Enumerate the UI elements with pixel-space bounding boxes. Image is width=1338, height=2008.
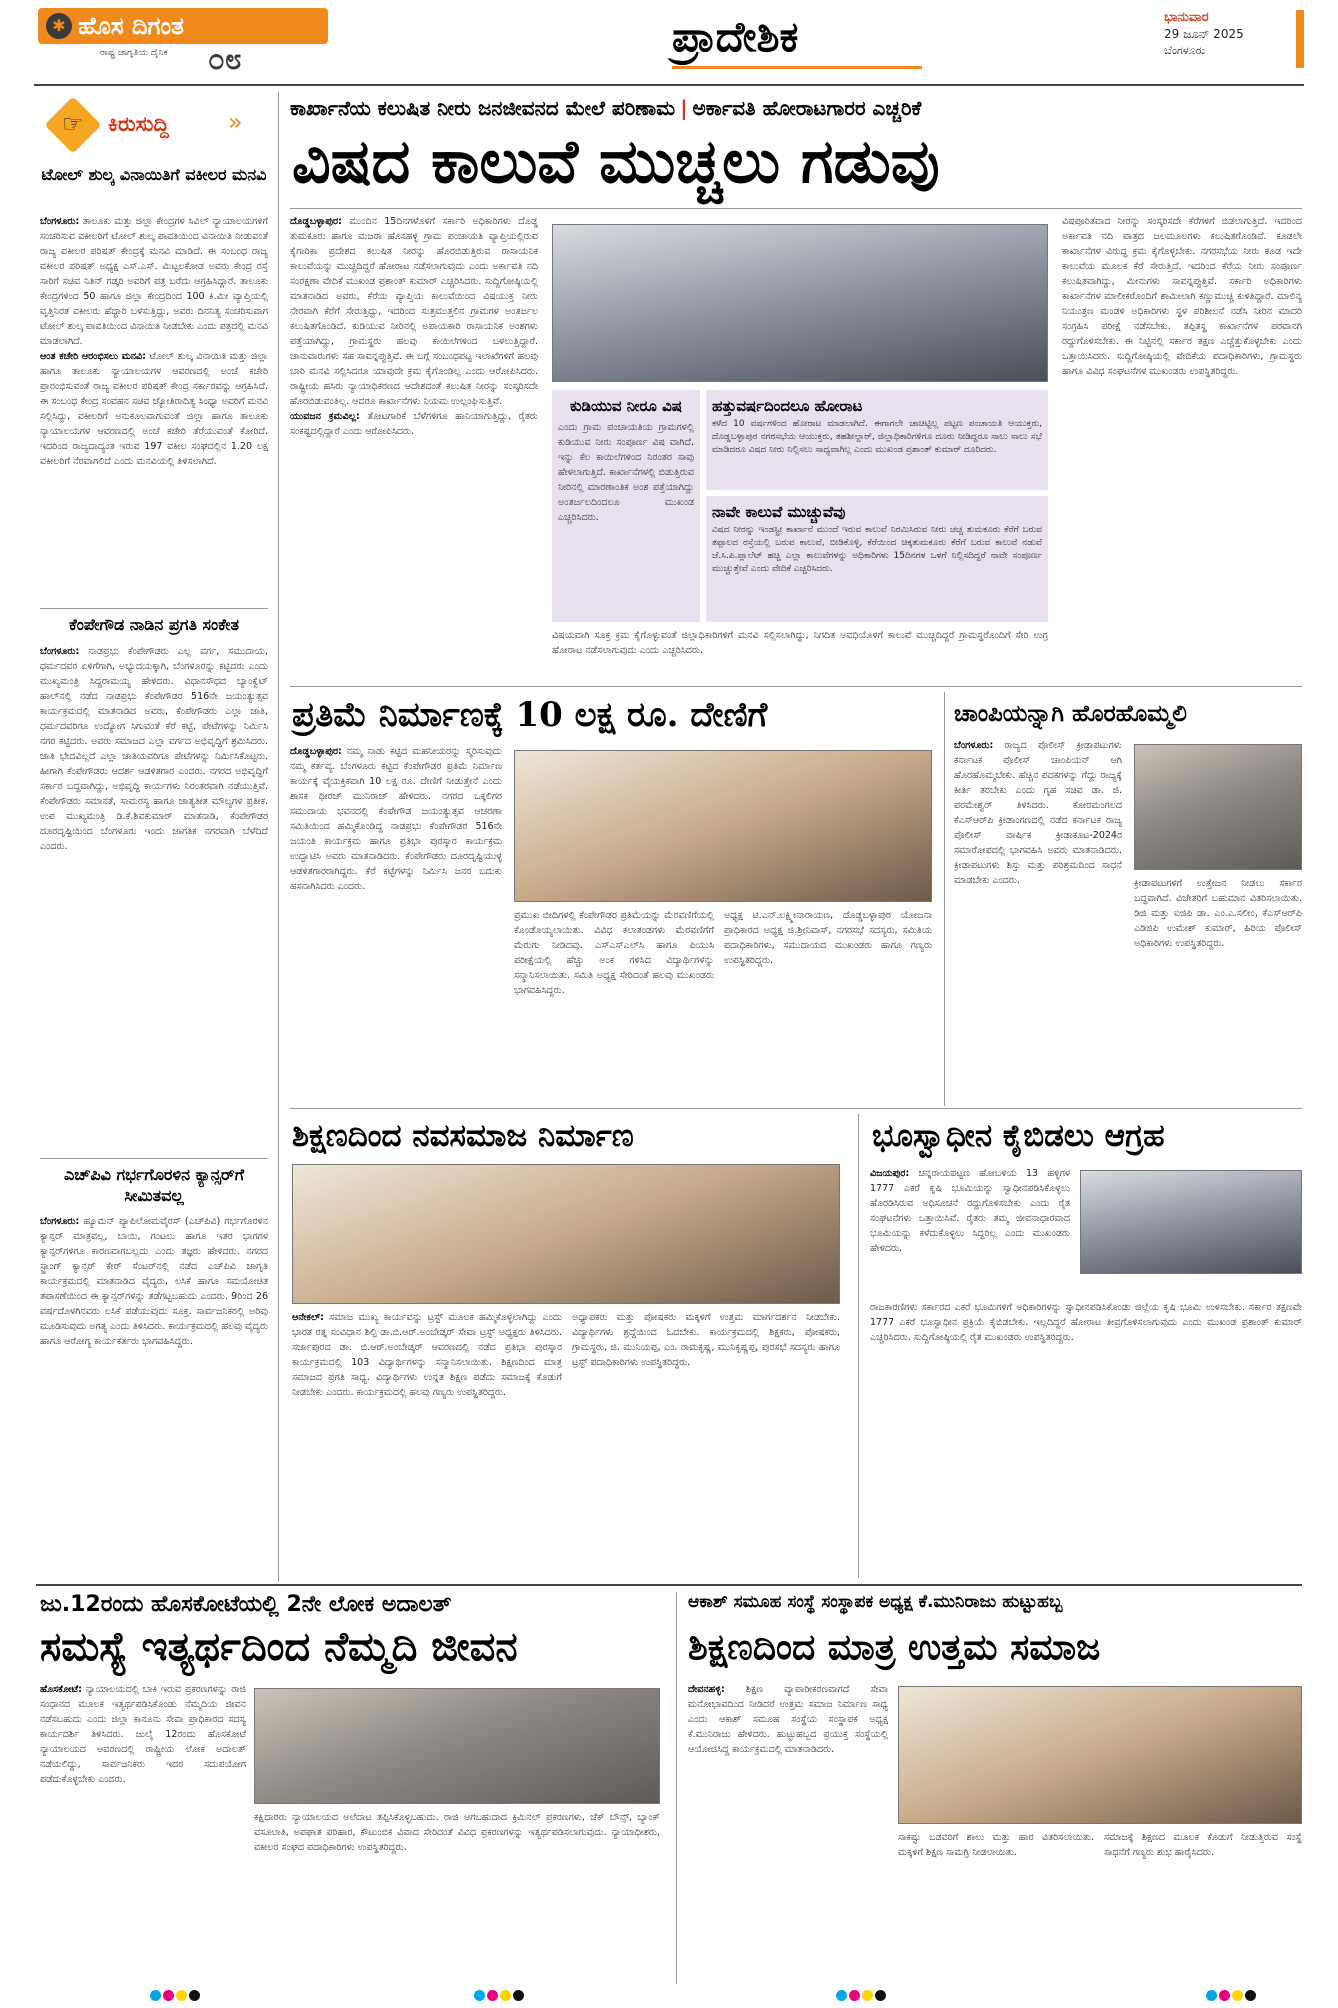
- brand-logo: [38, 8, 328, 78]
- brief2-body: ಬೆಂಗಳೂರು: ನಾಡಪ್ರಭು ಕೆಂಪೇಗೌಡರು ಎಲ್ಲ ವರ್ಗ, ಸಮುದಾಯ, ಧರ್ಮದವರ ಏಳಿಗೆಗಾಗಿ, ಅಭ್ಯುದಯಕ್ಕಾಗಿ, ಬೆಂಗಳೂರನ್ನು ಕಟ್ಟಿದರು ಎಂದು ಮುಖ್ಯಮಂತ್ರಿ ಸಿದ್ದರಾಮಯ್ಯ ಹೇಳಿದರು. ವಿಧಾನಸೌಧದ ಬ್ಯಾಂಕ್ವೆಟ್ ಹಾಲ್‌ನಲ್ಲಿ ನಡೆದ ನಾಡಪ್ರಭು ಕೆಂಪೇಗೌಡರ 516ನೇ ಜಯಂತ್ಯುತ್ಸವ ಕಾರ್ಯಕ್ರಮದಲ್ಲಿ ಮಾತನಾಡಿದ ಅವರು, ಕೆಂಪೇಗೌಡರು ಎಲ್ಲಾ ಜಾತಿ, ಧರ್ಮದವರಿಗೂ ಉದ್ಯೋಗ ಸಿಗುವಂತೆ ಕೆರೆ ಕಟ್ಟೆ, ಪೇಟೆಗಳನ್ನು ನಿರ್ಮಿಸಿ ನಗರ ಕಟ್ಟಿದರು. ಅವರು ಸಮಾಜದ ಎಲ್ಲಾ ವರ್ಗದ ಅಭಿವೃದ್ಧಿಗೆ ಶ್ರಮಿಸಿದರು. ಜಾತಿ ಭೇದವಿಲ್ಲದೆ ಎಲ್ಲಾ ಜಾತಿಯವರಿಗೂ ಪೇಟೆಗಳನ್ನು ನಿರ್ಮಿಸಿಕೊಟ್ಟರು. ಹೀಗಾಗಿ ಕೆಂಪೇಗೌಡರು ಆದರ್ಶ ಆಡಳಿತಗಾರ ಎಂದರು. ನಗರದ ಅಭಿವೃದ್ಧಿಗೆ ಸರ್ಕಾರ ಬದ್ಧವಾಗಿದ್ದು, ಅಭಿವೃದ್ಧಿ ಕಾರ್ಯಗಳು ನಿರಂತರವಾಗಿ ನಡೆಯುತ್ತಿವೆ. ಕೆಂಪೇಗೌಡರು ಸಮಾನತೆ, ಸಾಮರಸ್ಯ ಹಾಗೂ ಜಾತ್ಯತೀತ ಮೌಲ್ಯಗಳ ಪ್ರತೀಕ. ಉಪ ಮುಖ್ಯಮಂತ್ರಿ ಡಿ.ಕೆ.ಶಿವಕುಮಾರ್ ಮಾತನಾಡಿ, ಕೆಂಪೇಗೌಡರ ದೂರದೃಷ್ಟಿಯಿಂದ ಬೆಂಗಳೂರು ಇಂದು ಜಾಗತಿಕ ನಗರವಾಗಿ ಬೆಳೆದಿದೆ ಎಂದರು.: [40, 646, 268, 852]
- briefs-badge: ☞ ಕಿರುಸುದ್ದಿ »: [42, 96, 254, 156]
- lead-box-2: ಹತ್ತುವರ್ಷದಿಂದಲೂ ಹೋರಾಟ ಕಳೆದ 10 ವರ್ಷಗಳಿಂದ ಹೋರಾಟ ಮಾಡಲಾಗಿದೆ. ಈಗಾಗಲೇ ಚಾಚಿಟ್ಟಿಲ್ಲ ಪಟ್ಟಣ ಪಂಚಾಯತಿ ಆಯುಕ್ತರು, ದೊಡ್ಡಬಳ್ಳಾಪುರ ನಗರಸಭೆಯ ಆಯುಕ್ತರು, ತಹಶೀಲ್ದಾರ್, ಜಿಲ್ಲಾಧಿಕಾರಿಗಳಿಗೂ ದೂರು ನೀಡಿದ್ದರೂ ಸಾಲು ಸಾಲು ಸಭೆ ಮಾಡಿದರೂ ವಿಷದ ನೀರು ನಿಲ್ಲಿಸಲು ಸಾಧ್ಯವಾಗಿಲ್ಲ ಎಂದು ಮುಖಂಡ ಪ್ರಶಾಂತ್ ಕುಮಾರ್ ದೂರಿದರು.: [706, 390, 1048, 490]
- registration-dot: [176, 1990, 187, 2001]
- brief3-body: ಬೆಂಗಳೂರು: ಹ್ಯೂಮನ್ ಪ್ಯಾಪಿಲೋಮವೈರಸ್ (ಎಚ್‌ಪಿವಿ) ಗರ್ಭಗೊರಳಿನ ಕ್ಯಾನ್ಸರ್ ಮಾತ್ರವಲ್ಲ, ಬಾಯಿ, ಗಂಟಲು ಹಾಗೂ ಇತರ ಭಾಗಗಳ ಕ್ಯಾನ್ಸರ್‌ಗಳಿಗೂ ಕಾರಣವಾಗಬಲ್ಲದು ಎಂದು ತಜ್ಞರು ಹೇಳಿದರು. ನಗರದ ಸ್ಟ್ರಾಂಗ್ ಕ್ಯಾನ್ಸರ್ ಕೇರ್ ಸೆಂಟರ್‌ನಲ್ಲಿ ನಡೆದ ಎಚ್‌ಪಿವಿ ಜಾಗೃತಿ ಕಾರ್ಯಕ್ರಮದಲ್ಲಿ ಮಾತನಾಡಿದ ವೈದ್ಯರು, ಲಸಿಕೆ ಹಾಗೂ ಸಮಯೋಚಿತ ತಪಾಸಣೆಯಿಂದ ಈ ಕ್ಯಾನ್ಸರ್‌ಗಳನ್ನು ತಡೆಗಟ್ಟಬಹುದು ಎಂದರು. 9ರಿಂದ 26 ವರ್ಷದೊಳಗಿನವರು ಲಸಿಕೆ ಪಡೆಯುವುದು ಸೂಕ್ತ. ಸಾರ್ವಜನಿಕರಲ್ಲಿ ಅರಿವು ಮೂಡಿಸುವುದು ಅಗತ್ಯ ಎಂದು ತಿಳಿಸಿದರು. ಕಾರ್ಯಕ್ರಮದಲ್ಲಿ ಹಲವು ವೈದ್ಯರು ಹಾಗೂ ಆರೋಗ್ಯ ಕಾರ್ಯಕರ್ತರು ಭಾಗವಹಿಸಿದ್ದರು.: [40, 1216, 268, 1347]
- story7-col3: ಸಮಾಜಕ್ಕೆ ಶಿಕ್ಷಣದ ಮೂಲಕ ಕೊಡುಗೆ ನೀಡುತ್ತಿರುವ ಸಂಸ್ಥೆ ಸಾಧನೆಗೆ ಗಣ್ಯರು ಶುಭ ಹಾರೈಸಿದರು.: [1104, 1832, 1302, 1858]
- registration-dot: [474, 1990, 485, 2001]
- lead-box-3: ನಾವೇ ಕಾಲುವೆ ಮುಚ್ಚುವೆವು ವಿಷದ ನೀರನ್ನು ಇಂಡಸ್ಟ್ರೀ ಕಾರ್ಖಾನೆ ಮುಂದೆ ಇರುವ ಕಾಲುವೆ ನಿರಮಿಸಿರುವ ನೀರು ಚಚ್ಚ ತುಮಕೂರು ಕೆರೆಗೆ ಬರುವ ತಪ್ಪಾಲದ ರಸ್ತೆಯಲ್ಲಿ ಬರುವ ಕಾಲುವೆ, ಬೀಡಿಕೊಳ್ಳಿ, ಕೆರೆಯಿಂದ ಚಿಕ್ಕತುಮಕೂರು ಕೆರೆಗೆ ಬರುವ ಕಾಲುವೆ ನಡುವೆ ಜೆ.ಸಿ.ಪಿ.ಪ್ಲಾಲೆಟ್ ಹಚ್ಚಿ ಎಲ್ಲಾ ಕಾಲುವೆಗಳನ್ನು ಅಧಿಕಾರಿಗಳು 15ದಿನಗಳ ಒಳಗೆ ನಿಲ್ಲಿಸದಿದ್ದರೆ ನಾವೇ ಸಂಪೂರ್ಣ ಮುಚ್ಚುತ್ತೇವೆ ಎಂದು ವೇದಿಕೆ ಎಚ್ಚರಿಸಿದರು.: [706, 496, 1048, 622]
- story4-col2: ಅಧ್ಯಾಪಕರು ಮತ್ತು ಪೋಷಕರು ಮಕ್ಕಳಿಗೆ ಉತ್ತಮ ಮಾರ್ಗದರ್ಶನ ನೀಡಬೇಕು. ವಿದ್ಯಾರ್ಥಿಗಳು ಶ್ರದ್ಧೆಯಿಂದ ಓದಬೇಕು. ಕಾರ್ಯಕ್ರಮದಲ್ಲಿ ಶಿಕ್ಷಕರು, ಪೋಷಕರು, ಗ್ರಾಮಸ್ಥರು, ಜಿ. ಮುನಿಯಪ್ಪ, ಎಂ. ರಾಮಕೃಷ್ಣ, ಮುನಿಕೃಷ್ಣಪ್ಪ, ಪುರಸಭೆ ಸದಸ್ಯರು ಹಾಗೂ ಟ್ರಸ್ಟ್ ಪದಾಧಿಕಾರಿಗಳು ಉಪಸ್ಥಿತರಿದ್ದರು.: [572, 1312, 840, 1368]
- story5-col1: ವಿಜಯಪುರ: ಚನ್ನರಾಯಪಟ್ಟಣ ಹೋಬಳಿಯ 13 ಹಳ್ಳಿಗಳ 1777 ಎಕರೆ ಕೃಷಿ ಭೂಮಿಯನ್ನು ಸ್ವಾಧೀನಪಡಿಸಿಕೊಳ್ಳಲು ಹೊರಡಿಸಿರುವ ಅಧಿಸೂಚನೆ ರದ್ದುಗೊಳಿಸಬೇಕು ಎಂದು ರೈತ ಸಂಘಟನೆಗಳು ಒತ್ತಾಯಿಸಿವೆ. ರೈತರು ತಮ್ಮ ಜೀವನಾಧಾರವಾದ ಭೂಮಿಯನ್ನು ಕಳೆದುಕೊಳ್ಳಲು ಸಿದ್ಧರಿಲ್ಲ ಎಂದು ಮುಖಂಡರು ಹೇಳಿದರು.: [870, 1168, 1070, 1254]
- story5-col2: ರಾಜಕಾರಣಿಗಳು ಸರ್ಕಾರದ ಎಕರೆ ಭೂಮಿಗಳಿಗೆ ಅಧಿಕಾರಿಗಳನ್ನು ಸ್ವಾಧೀನಪಡಿಸಿಕೊಂಡು ಜಿಲ್ಲೆಯ ಕೃಷಿ ಭೂಮಿ ಉಳಿಸಬೇಕು. ಸರ್ಕಾರ ತಕ್ಷಣವೇ 1777 ಎಕರೆ ಭೂಸ್ವಾಧೀನ ಪ್ರಕ್ರಿಯೆ ಕೈಬಿಡಬೇಕು. ಇಲ್ಲದಿದ್ದರೆ ಹೋರಾಟ ತೀವ್ರಗೊಳಿಸಲಾಗುವುದು ಎಂದು ಮುಖಂಡ ಪ್ರಶಾಂತ್ ಕುಮಾರ್ ಎಚ್ಚರಿಸಿದರು. ಸುದ್ದಿಗೋಷ್ಠಿಯಲ್ಲಿ ರೈತ ಮುಖಂಡರು ಉಪಸ್ಥಿತರಿದ್ದರು.: [870, 1302, 1302, 1343]
- city-label: ಬೆಂಗಳೂರು: [1164, 44, 1206, 57]
- print-registration-marks: [0, 1990, 1338, 2004]
- registration-dot: [1206, 1990, 1217, 2001]
- story6-headline: ಸಮಸ್ಯೆ ಇತ್ಯರ್ಥದಿಂದ ನೆಮ್ಮದಿ ಜೀವನ: [40, 1623, 518, 1670]
- story4-photo: [292, 1164, 840, 1304]
- registration-dot: [836, 1990, 847, 2001]
- story3-photo: [1134, 744, 1302, 870]
- registration-dot: [1219, 1990, 1230, 2001]
- lead-col2-tail: ವಿಷಯವಾಗಿ ಸೂಕ್ತ ಕ್ರಮ ಕೈಗೊಳ್ಳುವಂತೆ ಜಿಲ್ಲಾಧಿಕಾರಿಗಳಿಗೆ ಮನವಿ ಸಲ್ಲಿಸಲಾಗಿದ್ದು, ನಿಗದಿತ ಅವಧಿಯೊಳಗೆ ಕಾಲುವೆ ಮುಚ್ಚದಿದ್ದರೆ ಗ್ರಾಮಸ್ಥರೊಂದಿಗೆ ಸೇರಿ ಉಗ್ರ ಹೋರಾಟ ನಡೆಸಲಾಗುವುದು ಎಂದು ಎಚ್ಚರಿಸಿದರು.: [552, 630, 1048, 656]
- story3-headline: ಚಾಂಪಿಯನ್ನಾಗಿ ಹೊರಹೊಮ್ಮಲಿ: [954, 700, 1187, 727]
- story7-col1: ದೇವನಹಳ್ಳಿ: ಶಿಕ್ಷಣ ವ್ಯಾಪಾರೀಕರಣವಾಗದೆ ಸೇವಾ ಮನೋಭಾವದಿಂದ ನೀಡಿದರೆ ಉತ್ತಮ ಸಮಾಜ ನಿರ್ಮಾಣ ಸಾಧ್ಯ ಎಂದು ಆಕಾಶ್ ಸಮೂಹ ಸಂಸ್ಥೆಯ ಸಂಸ್ಥಾಪಕ ಅಧ್ಯಕ್ಷ ಕೆ.ಮುನಿರಾಜು ಹೇಳಿದರು. ಹುಟ್ಟುಹಬ್ಬದ ಪ್ರಯುಕ್ತ ಸಂಸ್ಥೆಯಲ್ಲಿ ಆಯೋಜಿಸಿದ್ದ ಕಾರ್ಯಕ್ರಮದಲ್ಲಿ ಮಾತನಾಡಿದರು.: [688, 1684, 888, 1755]
- registration-dot: [487, 1990, 498, 2001]
- day-label: ಭಾನುವಾರ: [1164, 10, 1209, 25]
- brand-tagline: ರಾಷ್ಟ್ರ ಜಾಗೃತಿಯ ದೈನಿಕ: [100, 48, 168, 58]
- lead-col3: ವಿಷಪೂರಿತವಾದ ನೀರನ್ನು ಸಂಸ್ಕರಿಸದೇ ಕೆರೆಗಳಿಗೆ ಬಿಡಲಾಗುತ್ತಿದೆ. ಇದರಿಂದ ಅರ್ಕಾವತಿ ನದಿ ಪಾತ್ರದ ಜಲಮೂಲಗಳು ಕಲುಷಿತಗೊಂಡಿವೆ. ಕೂಡಲೇ ಕಾರ್ಖಾನೆಗಳ ವಿರುದ್ಧ ಕ್ರಮ ಕೈಗೊಳ್ಳಬೇಕು. ನಗರಸಭೆಯ ನೀರು ಕೂಡ ಇದೇ ಕಾಲುವೆಯ ಮೂಲಕ ಕೆರೆ ಸೇರುತ್ತಿದೆ. ಇದರಿಂದ ಕೆರೆಯ ನೀರು ಸಂಪೂರ್ಣ ಕಲುಷಿತವಾಗಿದ್ದು, ಮೀನುಗಳು ಸಾವನ್ನಪ್ಪುತ್ತಿವೆ. ಸರ್ಕಾರಿ ಅಧಿಕಾರಿಗಳು ಕಾರ್ಖಾನೆಗಳ ಮಾಲೀಕರೊಂದಿಗೆ ಶಾಮೀಲಾಗಿ ಕಣ್ಣುಮುಚ್ಚಿ ಕುಳಿತಿದ್ದಾರೆ. ಮಾಲಿನ್ಯ ನಿಯಂತ್ರಣ ಮಂಡಳಿ ಅಧಿಕಾರಿಗಳು ಸ್ಥಳ ಪರಿಶೀಲನೆ ನಡೆಸಿ ನೀರಿನ ಮಾದರಿ ಸಂಗ್ರಹಿಸಿ ಪರೀಕ್ಷೆ ನಡೆಸಬೇಕು. ತಪ್ಪಿತಸ್ಥ ಕಾರ್ಖಾನೆಗಳ ಪರವಾನಗಿ ರದ್ದುಗೊಳಿಸಬೇಕು. ಈ ನಿಟ್ಟಿನಲ್ಲಿ ಸರ್ಕಾರ ತಕ್ಷಣ ಎಚ್ಚೆತ್ತುಕೊಳ್ಳಬೇಕು ಎಂದು ಒತ್ತಾಯಿಸಿದರು. ಸುದ್ದಿಗೋಷ್ಠಿಯಲ್ಲಿ ವೇದಿಕೆಯ ಪದಾಧಿಕಾರಿಗಳು, ಗ್ರಾಮಸ್ಥರು ಹಾಗೂ ವಿವಿಧ ಸಂಘಟನೆಗಳ ಮುಖಂಡರು ಉಪಸ್ಥಿತರಿದ್ದರು.: [1062, 216, 1302, 377]
- brief1-body: ಬೆಂಗಳೂರು: ತಾಲೂಕು ಮತ್ತು ಜಿಲ್ಲಾ ಕೇಂದ್ರಗಳ ಸಿವಿಲ್ ನ್ಯಾಯಾಲಯಗಳಿಗೆ ಸಂಚರಿಸುವ ವಕೀಲರಿಗೆ ಟೋಲ್ ಶುಲ್ಕ ಪಾವತಿಯಿಂದ ವಿನಾಯಿತಿ ನೀಡುವಂತೆ ರಾಜ್ಯ ವಕೀಲರ ಪರಿಷತ್ ಕೇಂದ್ರಕ್ಕೆ ಮನವಿ ಮಾಡಿದೆ. ಈ ಸಂಬಂಧ ರಾಜ್ಯ ವಕೀಲರ ಪರಿಷತ್ ಅಧ್ಯಕ್ಷ ಎಸ್.ಎಸ್. ಮಿಟ್ಟಲಕೋಡ ಅವರು ಕೇಂದ್ರ ರಸ್ತೆ ಸಾರಿಗೆ ಸಚಿವ ನಿತಿನ್ ಗಡ್ಕರಿ ಅವರಿಗೆ ಪತ್ರ ಬರೆದು ಆಗ್ರಹಿಸಿದ್ದಾರೆ. ತಾಲೂಕು ಕೇಂದ್ರಗಳಿಂದ 50 ಹಾಗೂ ಜಿಲ್ಲಾ ಕೇಂದ್ರದಿಂದ 100 ಕಿ.ಮೀ ವ್ಯಾಪ್ತಿಯಲ್ಲಿ ವೃತ್ತಿನಿರತ ವಕೀಲರು ಹೆದ್ದಾರಿ ಬಳಸುತ್ತಿದ್ದು, ಅವರು ದಿನನಿತ್ಯ ಸಂಚರಿಸುವಾಗ ಟೋಲ್ ಶುಲ್ಕ ಪಾವತಿಯಿಂದ ವಿನಾಯಿತಿ ನೀಡಬೇಕು ಎಂದು ಪತ್ರದಲ್ಲಿ ಮನವಿ ಮಾಡಲಾಗಿದೆ. ಆಂತ ಕಚೇರಿ ಆರಂಭಿಸಲು ಮನವಿ: ಟೋಲ್ ಶುಲ್ಕ ವಿನಾಯಿತಿ ಮತ್ತು ಜಿಲ್ಲಾ ಹಾಗೂ ತಾಲೂಕು ನ್ಯಾಯಾಲಯಗಳ ಆವರಣದಲ್ಲಿ ಅಂಚೆ ಕಚೇರಿ ಪ್ರಾರಂಭಿಸುವಂತೆ ರಾಜ್ಯ ವಕೀಲರ ಪರಿಷತ್ ಕೇಂದ್ರ ಸರ್ಕಾರವನ್ನು ಆಗ್ರಹಿಸಿದೆ. ಈ ಸಂಬಂಧ ಕೇಂದ್ರ ಸಂವಹನ ಸಚಿವ ಜ್ಯೋತಿರಾದಿತ್ಯ ಸಿಂಧ್ಯಾ ಅವರಿಗೆ ಮನವಿ ಸಲ್ಲಿಸಿದ್ದು, ವಕೀಲರಿಗೆ ಅನುಕೂಲವಾಗುವಂತೆ ಜಿಲ್ಲಾ ಹಾಗೂ ತಾಲೂಕು ನ್ಯಾಯಾಲಯಗಳ ಆವರಣದಲ್ಲಿ ಅಂಚೆ ಕಚೇರಿ ತೆರೆಯುವಂತೆ ಕೋರಿದೆ. ಇದರಿಂದ ರಾಜ್ಯದಾದ್ಯಂತ ಇರುವ 197 ವಕೀಲ ಸಂಘದಲ್ಲಿನ 1.20 ಲಕ್ಷ ವಕೀಲರಿಗೆ ನೆರವಾಗಲಿದೆ ಎಂದು ಮನವಿಯಲ್ಲಿ ತಿಳಿಸಲಾಗಿದೆ.: [40, 216, 268, 467]
- lead-box-1: ಕುಡಿಯುವ ನೀರೂ ವಿಷ ಎಂದು ಗ್ರಾಮ ಪಂಚಾಯತಿಯ ಗ್ರಾಮಗಳಲ್ಲಿ ಕುಡಿಯುವ ನೀರು ಸಂಪೂರ್ಣ ವಿಷ ವಾಗಿದೆ. ಇನ್ನು ಕೆಲ ಕಾಯಿಲೆಗಳಿಂದ ನಿರಂತರ ಸಾವು ಹೇಳಲಾಗುತ್ತಿದೆ. ಕಾರ್ಖಾನೆಗಳಲ್ಲಿ ಬಿಡುತ್ತಿರುವ ನೀರಿನಲ್ಲಿ ಮಾರಣಾಂತಿಕ ಅಂಶ ಪತ್ತೆಯಾಗಿದ್ದು ಅಂತರ್ಜಲದಿಂದಲೂ ಮುಖಂಡ ಎಚ್ಚರಿಸಿದರು.: [552, 390, 700, 622]
- story4-col1: ಆನೇಕಲ್: ಸಮಾಜ ಮುಖ್ಯ ಕಾರ್ಯವನ್ನು ಟ್ರಸ್ಟ್ ಮೂಲಕ ಹಮ್ಮಿಕೊಳ್ಳಲಾಗಿದ್ದು ಎಂದು ಭಾರತ ರತ್ನ ಸಂವಿಧಾನ ಶಿಲ್ಪಿ ಡಾ.ಬಿ.ಆರ್.ಅಂಬೇಡ್ಕರ್ ಸೇವಾ ಟ್ರಸ್ಟ್ ಅಧ್ಯಕ್ಷರು ತಿಳಿಸಿದರು. ಸರ್ಜಾಪುರದ ಡಾ. ಬಿ.ಆರ್.ಅಂಬೇಡ್ಕರ್ ಆವರಣದಲ್ಲಿ ನಡೆದ ಪ್ರತಿಭಾ ಪುರಸ್ಕಾರ ಕಾರ್ಯಕ್ರಮದಲ್ಲಿ 103 ವಿದ್ಯಾರ್ಥಿಗಳನ್ನು ಸನ್ಮಾನಿಸಲಾಯಿತು. ಶಿಕ್ಷಣದಿಂದ ಮಾತ್ರ ಸಮಾಜದ ಪ್ರಗತಿ ಸಾಧ್ಯ. ವಿದ್ಯಾರ್ಥಿಗಳು ಉನ್ನತ ಶಿಕ್ಷಣ ಪಡೆದು ಸಮಾಜಕ್ಕೆ ಕೊಡುಗೆ ನೀಡಬೇಕು ಎಂದರು. ಕಾರ್ಯಕ್ರಮದಲ್ಲಿ ಹಲವು ಗಣ್ಯರು ಉಪಸ್ಥಿತರಿದ್ದರು.: [292, 1312, 562, 1398]
- story4-headline: ಶಿಕ್ಷಣದಿಂದ ನವಸಮಾಜ ನಿರ್ಮಾಣ: [292, 1118, 634, 1154]
- registration-dot: [862, 1990, 873, 2001]
- story3-col1: ಬೆಂಗಳೂರು: ರಾಜ್ಯದ ಪೊಲೀಸ್ ಕ್ರೀಡಾಪಟುಗಳು ಕರ್ನಾಟಕ ಪೊಲೀಸ್ ಚಾಂಪಿಯನ್ ಆಗಿ ಹೊರಹೊಮ್ಮಬೇಕು. ಹೆಚ್ಚಿನ ಪದಕಗಳನ್ನು ಗೆದ್ದು ರಾಜ್ಯಕ್ಕೆ ಕೀರ್ತಿ ತರಬೇಕು ಎಂದು ಗೃಹ ಸಚಿವ ಡಾ. ಜಿ. ಪರಮೇಶ್ವರ್ ತಿಳಿಸಿದರು. ಕೋರಮಂಗಲದ ಕೆಎಸ್ಆರ್‌ಪಿ ಕ್ರೀಡಾಂಗಣದಲ್ಲಿ ನಡೆದ ಕರ್ನಾಟಕ ರಾಜ್ಯ ಪೊಲೀಸ್ ವಾರ್ಷಿಕ ಕ್ರೀಡಾಕೂಟ-2024ರ ಸಮಾರೋಪದಲ್ಲಿ ಭಾಗವಹಿಸಿ ಅವರು ಮಾತನಾಡಿದರು. ಕ್ರೀಡಾಪಟುಗಳು ಶಿಸ್ತು ಮತ್ತು ಪರಿಶ್ರಮದಿಂದ ಸಾಧನೆ ಮಾಡಬೇಕು ಎಂದರು.: [954, 740, 1122, 886]
- story2-col3: ಅಧ್ಯಕ್ಷ ಟಿ.ಎನ್.ಲಕ್ಷ್ಮೀನಾರಾಯಣ, ದೊಡ್ಡಬಳ್ಳಾಪುರ ಯೋಜನಾ ಪ್ರಾಧಿಕಾರದ ಅಧ್ಯಕ್ಷ ಜಿ.ಶ್ರೀನಿವಾಸ್, ನಗರಸಭೆ ಸದಸ್ಯರು, ಸಮಿತಿಯ ಪದಾಧಿಕಾರಿಗಳು, ಸಮುದಾಯದ ಮುಖಂಡರು ಹಾಗೂ ಗಣ್ಯರು ಉಪಸ್ಥಿತರಿದ್ದರು.: [724, 910, 932, 966]
- date-label: 29 ಜೂನ್ 2025: [1164, 27, 1244, 41]
- briefs-label: ಕಿರುಸುದ್ದಿ: [108, 112, 169, 136]
- story7-col2: ಸಾಕಷ್ಟು ಬಡವರಿಗೆ ಶಾಲು ಮತ್ತು ಹಾರ ವಿತರಿಸಲಾಯಿತು. ಮಕ್ಕಳಿಗೆ ಶಿಕ್ಷಣ ಸಾಮಗ್ರಿ ನೀಡಲಾಯಿತು.: [898, 1832, 1094, 1858]
- story2-col2: ಪ್ರಮುಖ ಬೀದಿಗಳಲ್ಲಿ ಕೆಂಪೇಗೌಡರ ಪ್ರತಿಮೆಯನ್ನು ಮೆರವಣಿಗೆಯಲ್ಲಿ ಕೊಂಡೊಯ್ಯಲಾಯಿತು. ವಿವಿಧ ಕಲಾತಂಡಗಳು ಮೆರವಣಿಗೆಗೆ ಮೆರುಗು ನೀಡಿದವು. ಎಸ್ಎಸ್ಎಲ್‌ಸಿ ಹಾಗೂ ಪಿಯುಸಿ ಪರೀಕ್ಷೆಯಲ್ಲಿ ಹೆಚ್ಚು ಅಂಕ ಗಳಿಸಿದ ವಿದ್ಯಾರ್ಥಿಗಳನ್ನು ಸನ್ಮಾನಿಸಲಾಯಿತು. ಸಮಿತಿ ಅಧ್ಯಕ್ಷ ಸೇರಿದಂತೆ ಹಲವು ಮುಖಂಡರು ಭಾಗವಹಿಸಿದ್ದರು.: [514, 910, 714, 996]
- story7-headline: ಶಿಕ್ಷಣದಿಂದ ಮಾತ್ರ ಉತ್ತಮ ಸಮಾಜ: [688, 1626, 1101, 1668]
- lead-kicker: ಕಾರ್ಖಾನೆಯ ಕಲುಷಿತ ನೀರು ಜನಜೀವನದ ಮೇಲೆ ಪರಿಣಾಮ | ಅರ್ಕಾವತಿ ಹೋರಾಟಗಾರರ ಎಚ್ಚರಿಕೆ: [290, 96, 922, 120]
- story7-photo: [898, 1686, 1302, 1824]
- brief3-title: ಎಚ್‌ಪಿವಿ ಗರ್ಭಗೊರಳಿನ ಕ್ಯಾನ್ಸರ್‌ಗೆ ಸೀಮಿತವಲ್ಲ: [64, 1165, 244, 1205]
- masthead-rule: [34, 84, 1304, 86]
- story6-col2: ಕಕ್ಷಿದಾರರು ನ್ಯಾಯಾಲಯದ ಅಲೆದಾಟ ತಪ್ಪಿಸಿಕೊಳ್ಳಬಹುದು. ರಾಜಿ ಆಗಬಹುದಾದ ಕ್ರಿಮಿನಲ್ ಪ್ರಕರಣಗಳು, ಚೆಕ್ ಬೌನ್ಸ್, ಬ್ಯಾಂಕ್ ವಸೂಲಾತಿ, ಅಪಘಾತ ಪರಿಹಾರ, ಕೌಟುಂಬಿಕ ವಿವಾದ ಸೇರಿದಂತೆ ವಿವಿಧ ಪ್ರಕರಣಗಳನ್ನು ಇತ್ಯರ್ಥಪಡಿಸಲಾಗುವುದು. ನ್ಯಾಯಾಧೀಶರು, ವಕೀಲರ ಸಂಘದ ಪದಾಧಿಕಾರಿಗಳು ಉಪಸ್ಥಿತರಿದ್ದರು.: [254, 1812, 660, 1853]
- lead-photo: [552, 224, 1048, 382]
- briefs-column: [36, 92, 272, 1592]
- story3-col2: ಕ್ರೀಡಾಪಟುಗಳಿಗೆ ಉತ್ತೇಜನ ನೀಡಲು ಸರ್ಕಾರ ಬದ್ಧವಾಗಿದೆ. ವಿಜೇತರಿಗೆ ಬಹುಮಾನ ವಿತರಿಸಲಾಯಿತು. ಡಿಜಿ ಮತ್ತು ಐಜಿಪಿ ಡಾ. ಎಂ.ಎ.ಸಲೀಂ, ಕೆಎಸ್ಆರ್‌ಪಿ ಎಡಿಜಿಪಿ ಉಮೇಶ್ ಕುಮಾರ್, ಹಿರಿಯ ಪೊಲೀಸ್ ಅಧಿಕಾರಿಗಳು ಉಪಸ್ಥಿತರಿದ್ದರು.: [1134, 878, 1302, 949]
- story2-headline: ಪ್ರತಿಮೆ ನಿರ್ಮಾಣಕ್ಕೆ 10 ಲಕ್ಷ ರೂ. ದೇಣಿಗೆ: [292, 695, 768, 735]
- registration-dot: [849, 1990, 860, 2001]
- brief1-title: ಟೋಲ್ ಶುಲ್ಕ ವಿನಾಯಿತಿಗೆ ವಕೀಲರ ಮನವಿ: [41, 165, 267, 184]
- registration-dot: [1245, 1990, 1256, 2001]
- registration-dot: [875, 1990, 886, 2001]
- lamp-icon: ✱: [46, 13, 72, 39]
- story6-kicker: ಜು.12ರಂದು ಹೊಸಕೋಟೆಯಲ್ಲಿ 2ನೇ ಲೋಕ ಅದಾಲತ್: [40, 1592, 452, 1617]
- story5-photo: [1080, 1170, 1302, 1274]
- story6-photo: [254, 1688, 660, 1804]
- registration-dot: [500, 1990, 511, 2001]
- section-title: ಪ್ರಾದೇಶಿಕ: [672, 12, 799, 61]
- story6-col1: ಹೊಸಕೋಟೆ: ನ್ಯಾಯಾಲಯದಲ್ಲಿ ಬಾಕಿ ಇರುವ ಪ್ರಕರಣಗಳನ್ನು ರಾಜಿ ಸಂಧಾನದ ಮೂಲಕ ಇತ್ಯರ್ಥಪಡಿಸಿಕೊಂಡು ನೆಮ್ಮದಿಯ ಜೀವನ ನಡೆಸಬಹುದು ಎಂದು ಜಿಲ್ಲಾ ಕಾನೂನು ಸೇವಾ ಪ್ರಾಧಿಕಾರದ ಸದಸ್ಯ ಕಾರ್ಯದರ್ಶಿ ತಿಳಿಸಿದರು. ಜುಲೈ 12ರಂದು ಹೊಸಕೋಟೆ ನ್ಯಾಯಾಲಯದ ಆವರಣದಲ್ಲಿ ರಾಷ್ಟ್ರೀಯ ಲೋಕ ಅದಾಲತ್ ನಡೆಯಲಿದ್ದು, ಸಾರ್ವಜನಿಕರು ಇದರ ಸದುಪಯೋಗ ಪಡೆದುಕೊಳ್ಳಬೇಕು ಎಂದರು.: [40, 1684, 246, 1785]
- registration-dot: [163, 1990, 174, 2001]
- registration-dot: [1232, 1990, 1243, 2001]
- masthead: [0, 0, 1338, 82]
- date-block: [1164, 10, 1294, 58]
- registration-dot: [189, 1990, 200, 2001]
- registration-dot: [150, 1990, 161, 2001]
- registration-dot: [513, 1990, 524, 2001]
- brief2-title: ಕೆಂಪೇಗೌಡ ನಾಡಿನ ಪ್ರಗತಿ ಸಂಕೇತ: [68, 615, 240, 634]
- page-number: ೦೮: [208, 42, 242, 77]
- lead-col1: ದೊಡ್ಡಬಳ್ಳಾಪುರ: ಮುಂದಿನ 15ದಿನಗಳೊಳಗೆ ಸರ್ಕಾರಿ ಅಧಿಕಾರಿಗಳು ದೊಡ್ಡ ತುಮಕೂರು ಹಾಗೂ ಮಜರಾ ಹೊಸಹಳ್ಳಿ ಗ್ರಾಮ ಪಂಚಾಯತಿ ವ್ಯಾಪ್ತಿಯಲ್ಲಿರುವ ಕೈಗಾರಿಕಾ ಪ್ರದೇಶದ ಕಲುಷಿತ ನೀರನ್ನು ಹೊರಬಿಡುತ್ತಿರುವ ರಾಸಾಯನಿಕ ಕಾಲುವೆಯನ್ನು ಮುಚ್ಚದಿದ್ದರೆ ಹೋರಾಟ ನಡೆಸಲಾಗುವುದು ಎಂದು ಅರ್ಕಾವತಿ ನದಿ ಸಂರಕ್ಷಣಾ ವೇದಿಕೆ ಮುಖಂಡ ಪ್ರಶಾಂತ್ ಕುಮಾರ್ ಎಚ್ಚರಿಸಿದರು. ಸುದ್ದಿಗೋಷ್ಠಿಯಲ್ಲಿ ಮಾತನಾಡಿದ ಅವರು, ಕೆರೆಯ ವ್ಯಾಪ್ತಿಯ ಕಾಲುವೆಯಿಂದ ವಿಷಯುಕ್ತ ನೀರು ನೇರವಾಗಿ ಕೆರೆಗೆ ಸೇರುತ್ತಿದ್ದು, ಇದರಿಂದ ಸುತ್ತಮುತ್ತಲಿನ ಗ್ರಾಮಗಳ ಅಂತರ್ಜಲ ಕಲುಷಿತಗೊಂಡಿದೆ. ಕುಡಿಯುವ ನೀರಿನಲ್ಲಿ ಅಪಾಯಕಾರಿ ರಾಸಾಯನಿಕ ಅಂಶಗಳು ಪತ್ತೆಯಾಗಿದ್ದು, ಗ್ರಾಮಸ್ಥರು ಹಲವು ಕಾಯಿಲೆಗಳಿಂದ ಬಳಲುತ್ತಿದ್ದಾರೆ. ಜಾನುವಾರುಗಳು ಸಹ ಸಾವನ್ನಪ್ಪುತ್ತಿವೆ. ಈ ಬಗ್ಗೆ ಸಂಬಂಧಪಟ್ಟ ಇಲಾಖೆಗಳಿಗೆ ಹಲವು ಬಾರಿ ಮನವಿ ಸಲ್ಲಿಸಿದರೂ ಯಾವುದೇ ಕ್ರಮ ಕೈಗೊಂಡಿಲ್ಲ ಎಂದು ಆರೋಪಿಸಿದರು. ರಾಷ್ಟ್ರೀಯ ಹಸಿರು ನ್ಯಾಯಾಧಿಕರಣದ ಆದೇಶದಂತೆ ಕಲುಷಿತ ನೀರನ್ನು ಸಂಸ್ಕರಿಸದೇ ಹೊರಬಿಡುವಂತಿಲ್ಲ. ಆದರೂ ಕಾರ್ಖಾನೆಗಳು ನಿಯಮ ಉಲ್ಲಂಘಿಸುತ್ತಿವೆ. ಯುವಜನ ಕ್ರಮವಿಲ್ಲ: ತೋಟಗಾರಿಕೆ ಬೆಳೆಗಳಿಗೂ ಹಾನಿಯಾಗುತ್ತಿದ್ದು, ರೈತರು ಸಂಕಷ್ಟದಲ್ಲಿದ್ದಾರೆ ಎಂದು ಆರೋಪಿಸಿದರು.: [290, 216, 538, 437]
- story2-photo: [514, 750, 932, 902]
- story5-headline: ಭೂಸ್ವಾಧೀನ ಕೈಬಿಡಲು ಆಗ್ರಹ: [872, 1118, 1165, 1154]
- story2-col1: ದೊಡ್ಡಬಳ್ಳಾಪುರ: ನಮ್ಮ ನಾಡು ಕಟ್ಟಿದ ಮಹನೀಯರನ್ನು ಸ್ಮರಿಸುವುದು ನಮ್ಮ ಕರ್ತವ್ಯ. ಬೆಂಗಳೂರು ಕಟ್ಟಿದ ಕೆಂಪೇಗೌಡರ ಪ್ರತಿಮೆ ನಿರ್ಮಾಣ ಕಾರ್ಯಕ್ಕೆ ವೈಯಕ್ತಿಕವಾಗಿ 10 ಲಕ್ಷ ರೂ. ದೇಣಿಗೆ ನೀಡುತ್ತೇನೆ ಎಂದು ಶಾಸಕ ಧೀರಜ್ ಮುನಿರಾಜ್ ಹೇಳಿದರು. ನಗರದ ಒಕ್ಕಲಿಗರ ಸಮುದಾಯ ಭವನದಲ್ಲಿ ಕೆಂಪೇಗೌಡ ಜಯಂತ್ಯುತ್ಸವ ಆಚರಣಾ ಸಮಿತಿಯಿಂದ ಹಮ್ಮಿಕೊಂಡಿದ್ದ ನಾಡಪ್ರಭು ಕೆಂಪೇಗೌಡರ 516ನೇ ಜಯಂತಿ ಕಾರ್ಯಕ್ರಮ ಹಾಗೂ ಪ್ರತಿಭಾ ಪುರಸ್ಕಾರ ಕಾರ್ಯಕ್ರಮ ಉದ್ಘಾಟಿಸಿ ಅವರು ಮಾತನಾಡಿದರು. ಕೆಂಪೇಗೌಡರು ದೂರದೃಷ್ಟಿಯುಳ್ಳ ಆಡಳಿತಗಾರರಾಗಿದ್ದರು. ಕೆರೆ ಕಟ್ಟೆಗಳನ್ನು ನಿರ್ಮಿಸಿ ಜನರ ಬದುಕು ಹಸನಾಗಿಸಿದರು ಎಂದರು.: [290, 746, 502, 892]
- story7-kicker: ಆಕಾಶ್ ಸಮೂಹ ಸಂಸ್ಥೆ ಸಂಸ್ಥಾಪಕ ಅಧ್ಯಕ್ಷ ಕೆ.ಮುನಿರಾಜು ಹುಟ್ಟುಹಬ್ಬ: [688, 1592, 1063, 1612]
- corner-bar: [1296, 10, 1304, 68]
- section-underline: [672, 66, 922, 69]
- chevron-right-icon: »: [228, 108, 243, 136]
- brand-name: ಹೊಸ ದಿಗಂತ: [78, 11, 184, 40]
- lead-headline: ವಿಷದ ಕಾಲುವೆ ಮುಚ್ಚಲು ಗಡುವು: [292, 127, 940, 197]
